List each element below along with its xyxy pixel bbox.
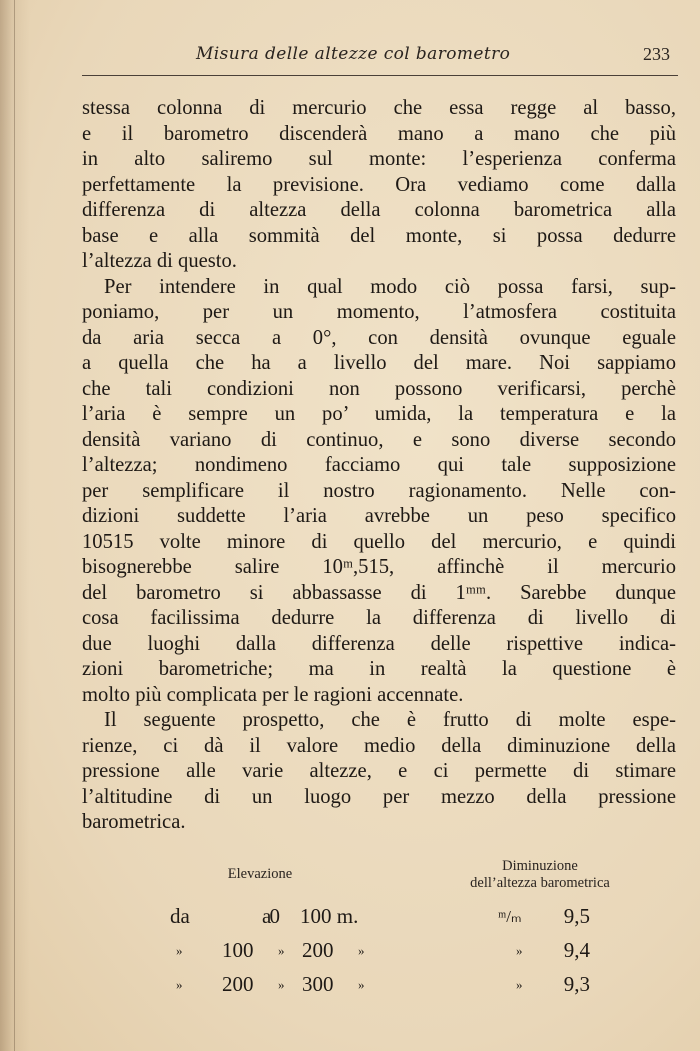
- column-header-elevation: Elevazione: [227, 866, 293, 882]
- row-unit: »: [516, 977, 523, 992]
- table-row: [0, 938, 700, 968]
- text-line: per semplificare il nostro ragionamento. Nelle con-: [82, 479, 676, 502]
- text-line: bisognerebbe salire 10ᵐ,515, affinchè il mercurio: [82, 556, 676, 578]
- text-line: dizioni suddette l’aria avrebbe un peso specifico: [82, 505, 676, 527]
- row-ditto: »: [358, 943, 365, 958]
- text-line: in alto saliremo sul monte: l’esperienza conferma: [82, 148, 676, 170]
- text-line: e il barometro discenderà mano a mano che più: [82, 122, 676, 145]
- text-line: differenza di altezza della colonna barometrica alla: [82, 199, 676, 221]
- text-line: poniamo, per un momento, l’atmosfera costituita: [82, 301, 676, 323]
- table-row: [0, 904, 700, 934]
- text-line: l’altezza; nondimeno facciamo qui tale supposizione: [82, 454, 676, 476]
- column-header-diminution-line2: dell’altezza barometrica: [470, 875, 610, 891]
- row-unit: »: [516, 943, 523, 958]
- row-prefix: da: [170, 904, 190, 928]
- row-ditto: »: [358, 977, 365, 992]
- text-line: 10515 volte minore di quello del mercurio, e quindi: [82, 530, 676, 553]
- header-rule: [82, 75, 678, 76]
- running-head: [0, 44, 700, 74]
- row-value: 9,4: [563, 938, 590, 962]
- text-line: densità variano di continuo, e sono diverse secondo: [82, 428, 676, 451]
- altitude-table: [0, 856, 700, 1006]
- column-header-diminution: [440, 858, 640, 892]
- row-to: 200: [302, 938, 334, 962]
- text-line: base e alla sommità del monte, si possa dedurre: [82, 224, 676, 247]
- text-line: rienze, ci dà il valore medio della diminuzione della: [82, 734, 676, 757]
- row-prefix: »: [176, 977, 183, 992]
- row-value: 9,5: [563, 904, 590, 928]
- text-line: pressione alle varie altezze, e ci permette di stimare: [82, 760, 676, 782]
- column-header-diminution-line1: Diminuzione: [502, 858, 578, 874]
- row-to: 300: [302, 972, 334, 996]
- running-title: Misura delle altezze col barometro: [196, 44, 511, 64]
- text-line: l’aria è sempre un po’ umida, la temperatura e la: [82, 403, 676, 425]
- row-from: 0: [269, 904, 280, 928]
- text-line: da aria secca a 0°, con densità ovunque eguale: [82, 326, 676, 349]
- page-number: 233: [643, 44, 670, 64]
- text-line: cosa facilissima dedurre la differenza di livello di: [82, 607, 676, 629]
- text-line: l’altezza di questo.: [82, 250, 237, 272]
- text-line: zioni barometriche; ma in realtà la questione è: [82, 658, 676, 680]
- text-line: a quella che ha a livello del mare. Noi sappiamo: [82, 352, 676, 374]
- row-from: 100: [222, 938, 254, 962]
- row-prefix: »: [176, 943, 183, 958]
- row-sep: »: [278, 977, 285, 992]
- row-sep: a: [262, 904, 272, 928]
- text-line: Per intendere in qual modo ciò possa farsi, sup-: [104, 275, 676, 298]
- text-line: molto più complicata per le ragioni accennate.: [82, 683, 464, 706]
- row-to: 100 m.: [300, 904, 359, 928]
- text-line: due luoghi dalla differenza delle rispettive indica-: [82, 632, 676, 655]
- row-unit: ᵐ/ₘ: [498, 907, 522, 926]
- table-row: [0, 972, 700, 1002]
- row-from: 200: [222, 972, 254, 996]
- text-line: perfettamente la previsione. Ora vediamo come dalla: [82, 173, 676, 196]
- text-line: l’altitudine di un luogo per mezzo della pressione: [82, 785, 676, 808]
- text-line: stessa colonna di mercurio che essa regge al basso,: [82, 97, 676, 119]
- row-value: 9,3: [563, 972, 590, 996]
- body-text: [82, 96, 676, 836]
- text-line: Il seguente prospetto, che è frutto di molte espe-: [104, 709, 676, 731]
- text-line: che tali condizioni non possono verificarsi, perchè: [82, 377, 676, 400]
- text-line: barometrica.: [82, 811, 186, 833]
- text-line: del barometro si abbassasse di 1ᵐᵐ. Sarebbe dunque: [82, 581, 676, 604]
- row-sep: »: [278, 943, 285, 958]
